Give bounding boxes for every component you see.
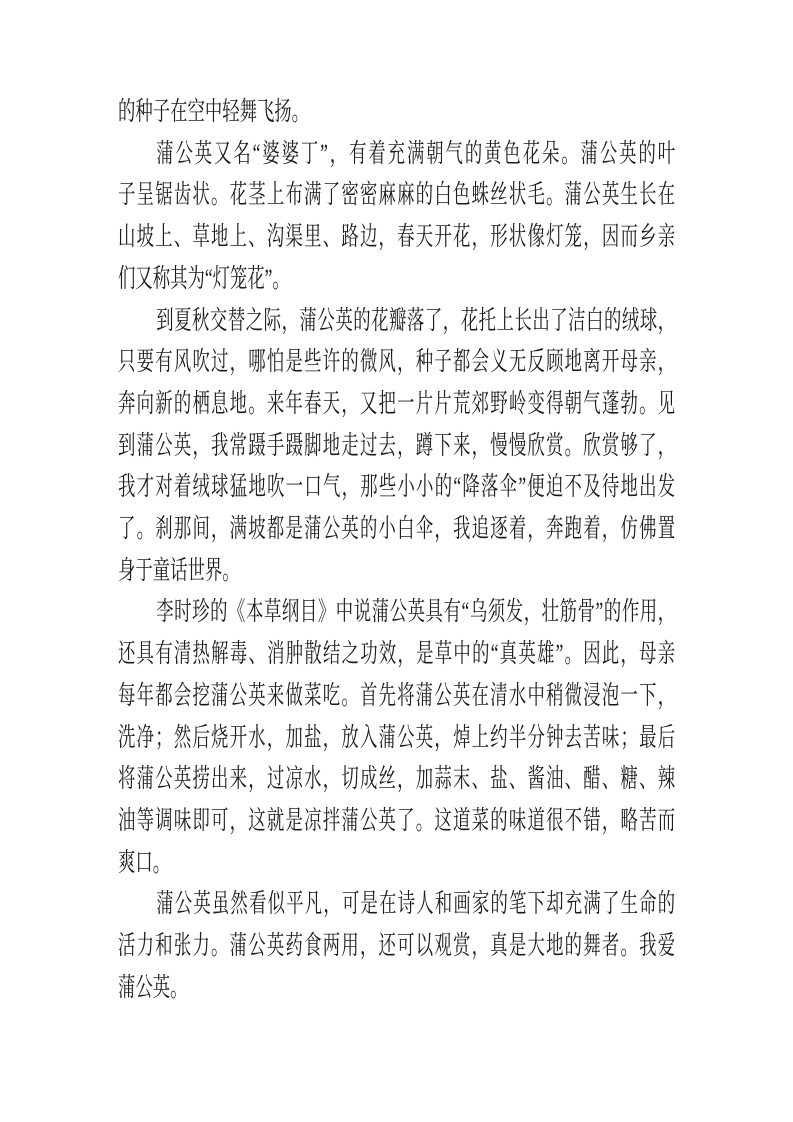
text-line: 蒲公英虽然看似平凡，可是在诗人和画家的笔下却充满了生命的 <box>156 889 676 919</box>
text-line: 将蒲公英捞出来，过凉水，切成丝，加蒜末、盐、酱油、醋、糖、辣 <box>118 764 676 794</box>
text-line: 的种子在空中轻舞飞扬。 <box>118 97 310 126</box>
text-line: 蒲公英又名“婆婆丁”，有着充满朝气的黄色花朵。蒲公英的叶 <box>156 138 676 168</box>
text-line: 到蒲公英，我常蹑手蹑脚地走过去，蹲下来，慢慢欣赏。欣赏够了， <box>118 430 676 460</box>
text-line: 爽口。 <box>118 847 171 877</box>
text-line: 了。刹那间，满坡都是蒲公英的小白伞，我追逐着，奔跑着，仿佛置 <box>118 514 676 544</box>
text-line: 每年都会挖蒲公英来做菜吃。首先将蒲公英在清水中稍微浸泡一下， <box>118 680 676 710</box>
paragraph <box>118 591 675 883</box>
essay-body <box>118 91 675 1008</box>
text-line: 我才对着绒球猛地吹一口气，那些小小的“降落伞”便迫不及待地出发 <box>118 472 676 502</box>
text-line: 山坡上、草地上、沟渠里、路边，春天开花，形状像灯笼，因而乡亲 <box>118 222 676 252</box>
text-line: 奔向新的栖息地。来年春天，又把一片片荒郊野岭变得朝气蓬勃。见 <box>118 388 676 418</box>
text-line: 油等调味即可，这就是凉拌蒲公英了。这道菜的味道很不错，略苦而 <box>118 805 676 835</box>
text-line: 只要有风吹过，哪怕是些许的微风，种子都会义无反顾地离开母亲， <box>118 347 676 377</box>
text-line: 洗净；然后烧开水，加盐，放入蒲公英，焯上约半分钟去苦味；最后 <box>118 722 676 752</box>
paragraph <box>118 300 675 592</box>
paragraph <box>118 883 675 1008</box>
paragraph <box>118 133 675 300</box>
text-line: 李时珍的《本草纲目》中说蒲公英具有“乌须发，壮筋骨”的作用， <box>156 597 676 627</box>
paragraph <box>118 91 675 133</box>
text-line: 身于童话世界。 <box>118 555 240 585</box>
text-line: 子呈锯齿状。花茎上布满了密密麻麻的白色蛛丝状毛。蒲公英生长在 <box>118 180 676 210</box>
text-line: 蒲公英。 <box>118 972 188 1002</box>
text-line: 还具有清热解毒、消肿散结之功效，是草中的“真英雄”。因此，母亲 <box>118 639 676 669</box>
text-line: 到夏秋交替之际，蒲公英的花瓣落了，花托上长出了洁白的绒球， <box>156 305 676 335</box>
text-line: 们又称其为“灯笼花”。 <box>118 263 290 293</box>
text-line: 活力和张力。蒲公英药食两用，还可以观赏，真是大地的舞者。我爱 <box>118 931 676 961</box>
